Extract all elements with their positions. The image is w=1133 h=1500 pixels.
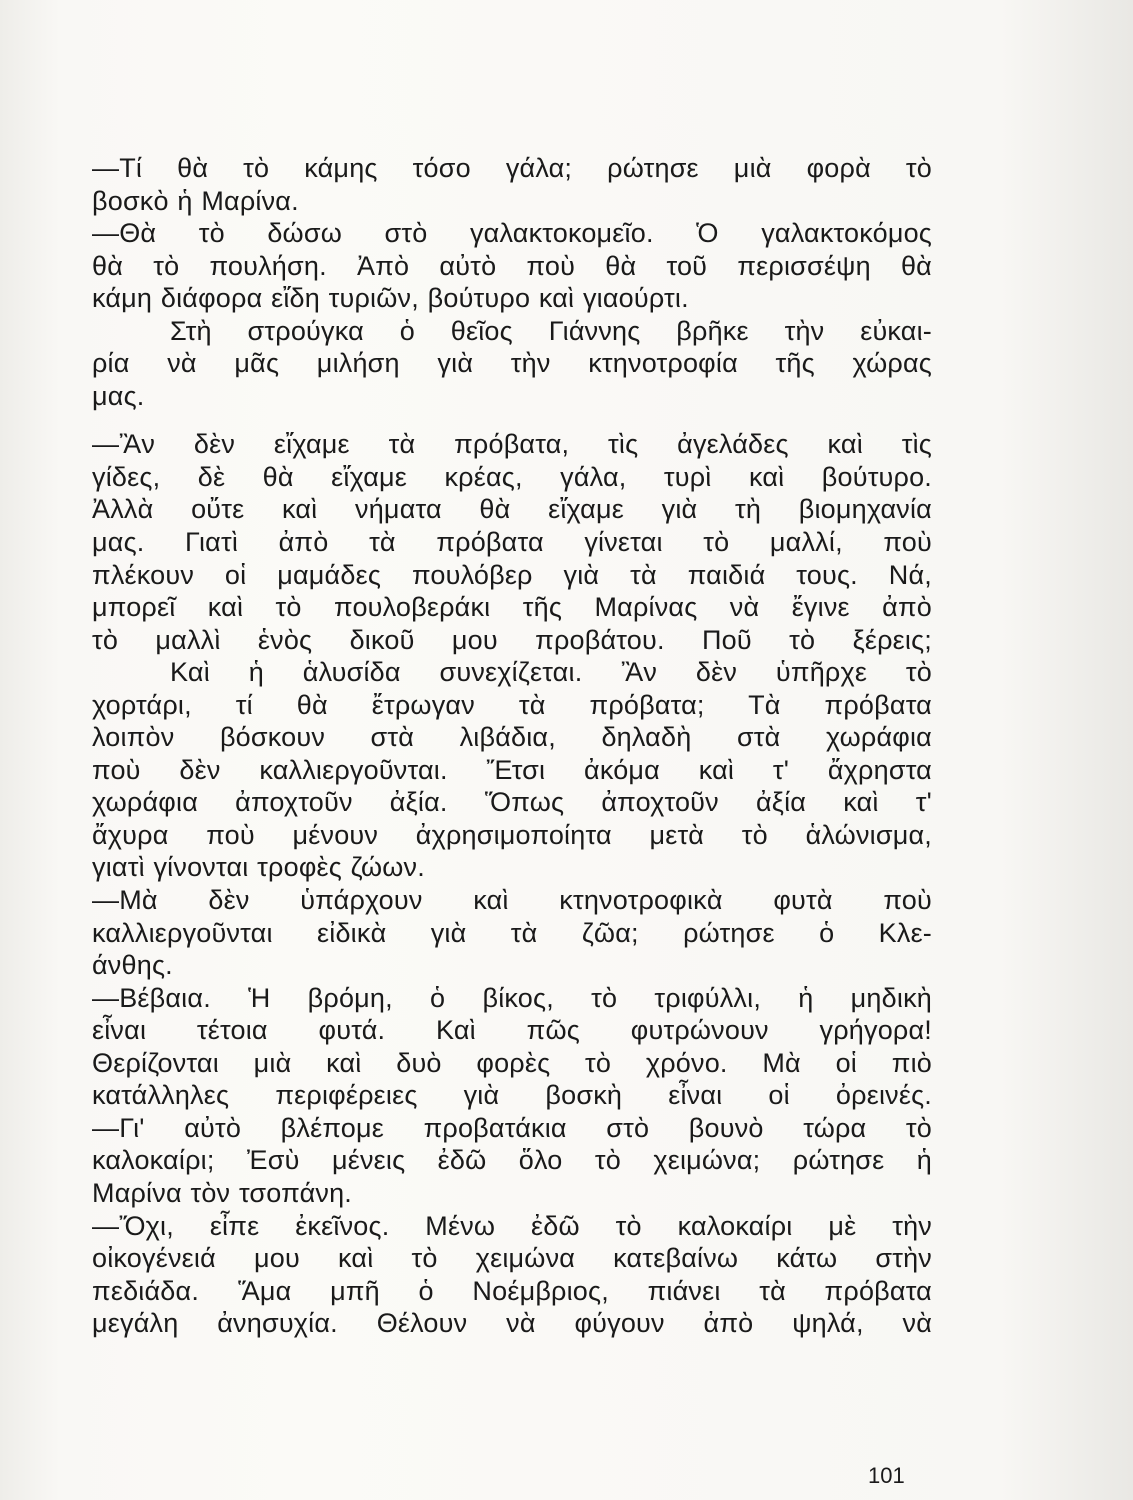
text-line: ρία νὰ μᾶς μιλήση γιὰ τὴν κτηνοτροφία τῆς χώρας xyxy=(92,348,932,379)
body-text xyxy=(92,152,932,1340)
text-line: —Ὄχι, εἶπε ἐκεῖνος. Μένω ἐδῶ τὸ καλοκαίρι μὲ τὴν xyxy=(92,1210,932,1241)
text-line: μπορεῖ καὶ τὸ πουλοβεράκι τῆς Μαρίνας νὰ ἔγινε ἀπὸ xyxy=(92,592,932,623)
text-line: θὰ τὸ πουλήση. Ἀπὸ αὐτὸ ποὺ θὰ τοῦ περισσέψη θὰ xyxy=(92,250,932,281)
text-line: κατάλληλες περιφέρειες γιὰ βοσκὴ εἶναι οἱ ὀρεινές. xyxy=(92,1080,932,1111)
text-line: Θερίζονται μιὰ καὶ δυὸ φορὲς τὸ χρόνο. Μὰ οἱ πιὸ xyxy=(92,1047,932,1078)
text-line: άνθης. xyxy=(92,950,173,981)
text-line: Ἀλλὰ οὔτε καὶ νήματα θὰ εἴχαμε γιὰ τὴ βιομηχανία xyxy=(92,494,932,525)
text-line: ποὺ δὲν καλλιεργοῦνται. Ἔτσι ἀκόμα καὶ τ' ἄχρηστα xyxy=(92,754,932,785)
text-line: ἄχυρα ποὺ μένουν ἀχρησιμοποίητα μετὰ τὸ ἁλώνισμα, xyxy=(92,819,932,850)
text-line: τὸ μαλλὶ ἑνὸς δικοῦ μου προβάτου. Ποῦ τὸ ξέρεις; xyxy=(92,624,932,655)
text-line: —Ἂν δὲν εἴχαμε τὰ πρόβατα, τὶς ἀγελάδες καὶ τὶς xyxy=(92,429,932,460)
text-line: —Βέβαια. Ἡ βρόμη, ὁ βίκος, τὸ τριφύλλι, ἡ μηδικὴ xyxy=(92,982,932,1013)
text-line: καλλιεργοῦνται εἰδικὰ γιὰ τὰ ζῶα; ρώτησε ὁ Κλε- xyxy=(92,917,932,948)
text-line: Μαρίνα τὸν τσοπάνη. xyxy=(92,1177,353,1208)
text-line: καλοκαίρι; Ἐσὺ μένεις ἐδῶ ὅλο τὸ χειμώνα; ρώτησε ἡ xyxy=(92,1145,932,1176)
text-line: Καὶ ἡ ἁλυσίδα συνεχίζεται. Ἂν δὲν ὑπῆρχε τὸ xyxy=(170,657,932,688)
text-line: κάμη διάφορα εἴδη τυριῶν, βούτυρο καὶ γιαούρτι. xyxy=(92,283,689,314)
text-line: —Θὰ τὸ δώσω στὸ γαλακτοκομεῖο. Ὁ γαλακτοκόμος xyxy=(92,218,932,249)
text-line: λοιπὸν βόσκουν στὰ λιβάδια, δηλαδὴ στὰ χωράφια xyxy=(92,722,932,753)
text-line: χωράφια ἀποχτοῦν ἀξία. Ὅπως ἀποχτοῦν ἀξία καὶ τ' xyxy=(92,787,932,818)
text-line: μας. Γιατὶ ἀπὸ τὰ πρόβατα γίνεται τὸ μαλλί, ποὺ xyxy=(92,527,932,558)
text-line: εἶναι τέτοια φυτά. Καὶ πῶς φυτρώνουν γρήγορα! xyxy=(92,1015,932,1046)
text-line: βοσκὸ ἡ Μαρίνα. xyxy=(92,185,299,216)
text-line: πεδιάδα. Ἅμα μπῆ ὁ Νοέμβριος, πιάνει τὰ πρόβατα xyxy=(92,1275,932,1306)
text-line: —Μὰ δὲν ὑπάρχουν καὶ κτηνοτροφικὰ φυτὰ ποὺ xyxy=(92,885,932,916)
text-line: —Γι' αὐτὸ βλέπομε προβατάκια στὸ βουνὸ τώρα τὸ xyxy=(92,1112,932,1143)
text-line: —Τί θὰ τὸ κάμης τόσο γάλα; ρώτησε μιὰ φορὰ τὸ xyxy=(92,153,932,183)
text-line: οἰκογένειά μου καὶ τὸ χειμώνα κατεβαίνω κάτω στὴν xyxy=(92,1243,932,1274)
text-line: μας. xyxy=(92,380,145,411)
text-line: πλέκουν οἱ μαμάδες πουλόβερ γιὰ τὰ παιδιά τους. Νά, xyxy=(92,559,932,590)
text-line: μεγάλη ἀνησυχία. Θέλουν νὰ φύγουν ἀπὸ ψηλά, νὰ xyxy=(92,1308,932,1339)
text-line: γιατὶ γίνονται τροφὲς ζώων. xyxy=(92,852,425,883)
text-line: γίδες, δὲ θὰ εἴχαμε κρέας, γάλα, τυρὶ καὶ βούτυρο. xyxy=(92,461,932,492)
page-number: 101 xyxy=(868,1463,905,1488)
text-line: Στὴ στρούγκα ὁ θεῖος Γιάννης βρῆκε τὴν εὐκαι- xyxy=(170,315,932,346)
text-line: χορτάρι, τί θὰ ἔτρωγαν τὰ πρόβατα; Τὰ πρόβατα xyxy=(92,689,932,720)
